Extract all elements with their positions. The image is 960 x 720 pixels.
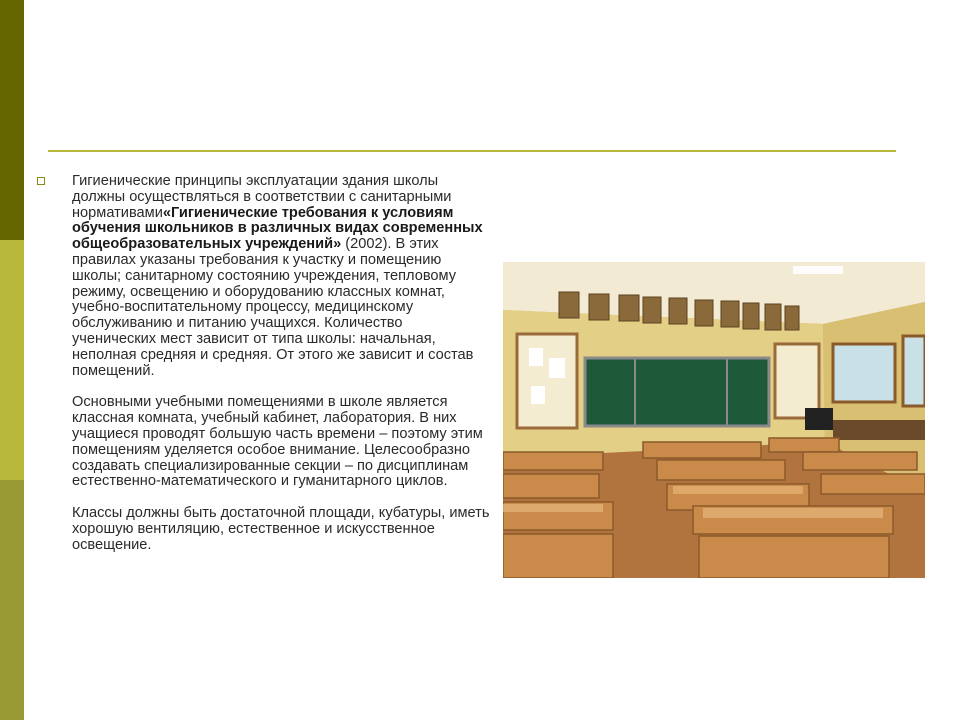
paragraph-1 <box>72 174 490 379</box>
paragraph-1-document-title: «Гигиенические требования к условиям обучения школьников в различных видах современных общеобразовательных учреждений» <box>72 204 483 253</box>
left-accent-bar-bottom <box>0 480 24 720</box>
classroom-photo <box>503 262 925 578</box>
title-divider <box>48 150 896 152</box>
left-accent-bar-top <box>0 0 24 240</box>
paragraph-3: Классы должны быть достаточной площади, кубатуры, иметь хорошую вентиляцию, естественное и искусственное освещение. <box>72 505 490 553</box>
paragraph-2: Основными учебными помещениями в школе является классная комната, учебный кабинет, лаборатория. В них учащиеся проводят большую часть времени – поэтому этим помещениям уделяется особое внимание. Целесообразно создавать специализированные секции – по дисциплинам естественно-математического и гуманитарного циклов. <box>72 394 483 490</box>
paragraph-1-intro: Гигиенические принципы эксплуатации здания школы должны осуществляться в соответствии с санитарными нормативами <box>72 173 452 221</box>
left-accent-bar-middle <box>0 240 24 480</box>
paragraph-1-rest: (2002). В этих правилах указаны требования к участку и помещению школы; санитарному состоянию учреждения, тепловому режиму, освещению и оборудованию классных комнат, учебно-воспитательному процессу, медицинскому обслуживанию и питанию учащихся. Количество ученических мест зависит от типа школы: начальная, неполная средняя и средняя. От этого же зависит и состав помещений. <box>72 236 474 379</box>
body-text <box>72 174 490 570</box>
square-bullet-icon <box>37 177 45 185</box>
